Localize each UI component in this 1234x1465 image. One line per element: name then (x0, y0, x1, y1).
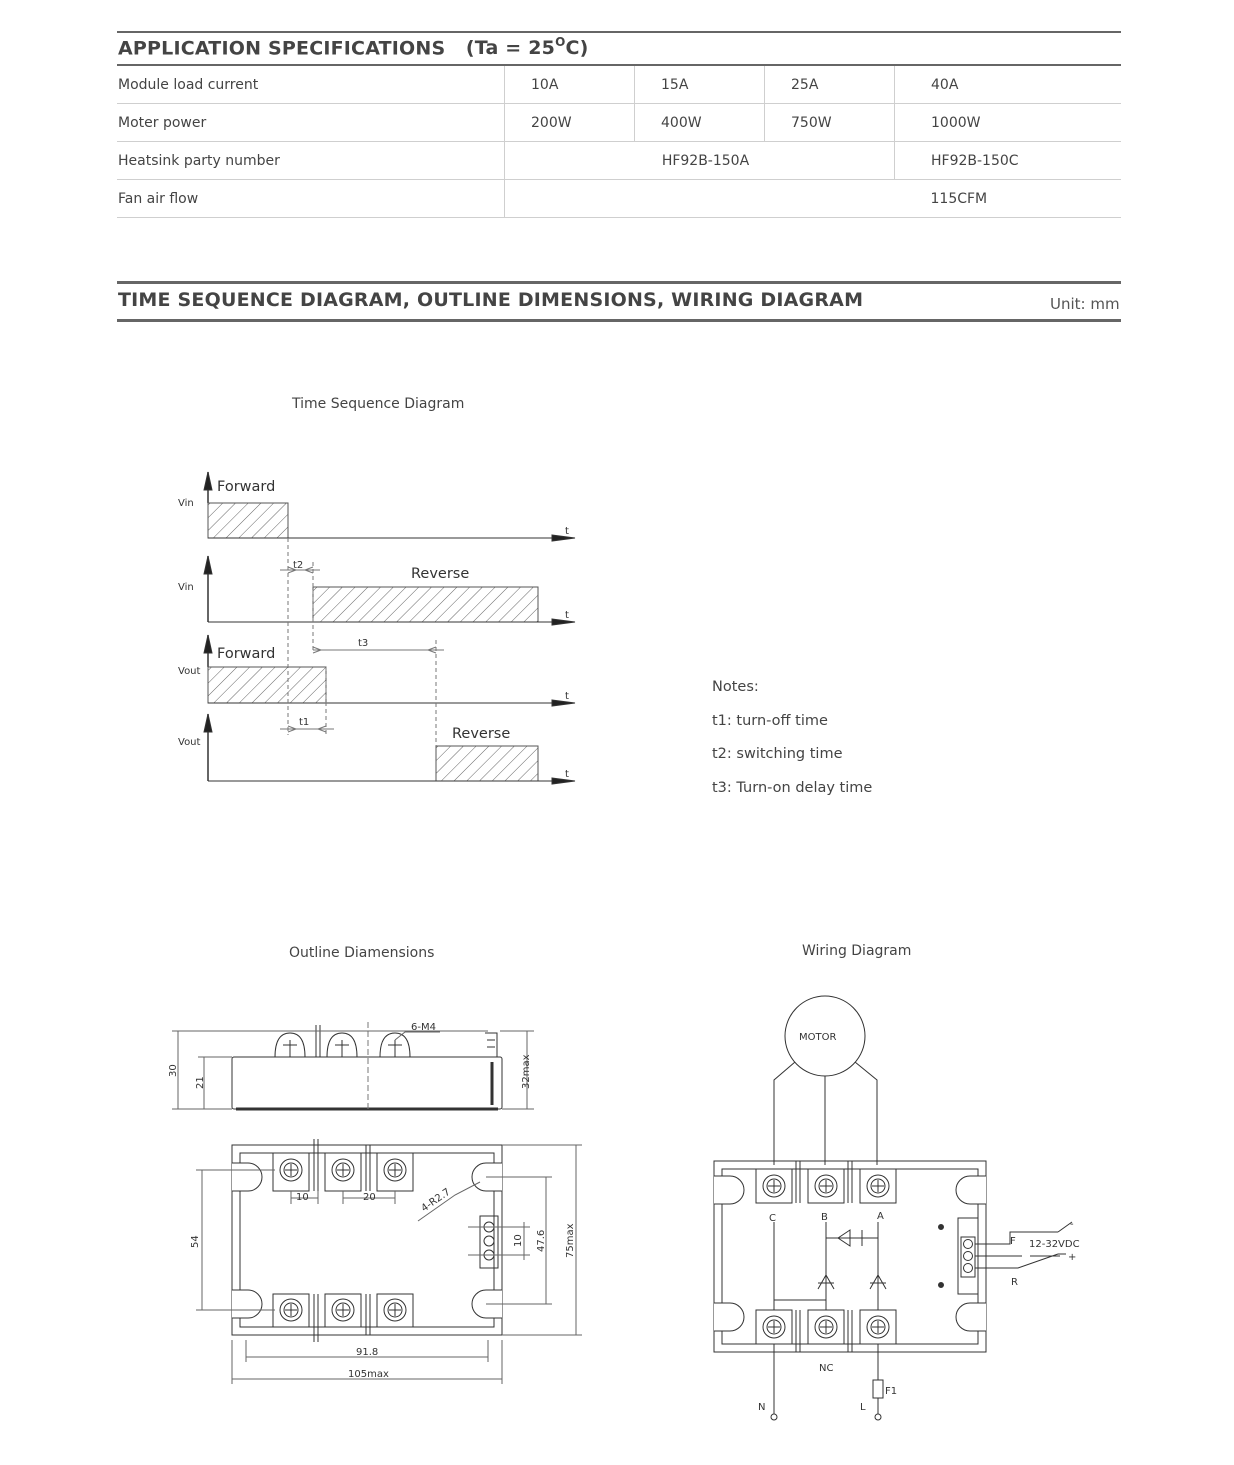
terminal-nc (808, 1310, 844, 1344)
dim-10-connector: 10 (513, 1234, 524, 1247)
motor-label: MOTOR (799, 1032, 837, 1043)
table-cell: 10A (505, 66, 635, 104)
label-a: A (877, 1211, 884, 1222)
terminal (273, 1153, 309, 1191)
vout-reverse-trace (204, 714, 575, 784)
label-nc: NC (819, 1363, 834, 1374)
fuse-symbol (873, 1380, 883, 1398)
table-cell: 1000W (895, 104, 1122, 142)
dim-6-m4: 6-M4 (411, 1022, 436, 1033)
time-sequence-diagram (204, 472, 575, 784)
label-vdc: 12-32VDC (1029, 1239, 1080, 1250)
app-spec-condition: $(Ta = 25^OC)$ (465, 35, 589, 60)
label-b: B (821, 1212, 828, 1223)
row-label: Module load current (117, 66, 505, 104)
dim-105max: 105max (348, 1369, 389, 1380)
terminal (325, 1153, 361, 1191)
label-f1: F1 (885, 1386, 898, 1397)
label-t: t (565, 610, 569, 621)
label-t: t (565, 769, 569, 780)
label-vin: Vin (178, 498, 194, 509)
label-forward: Forward (217, 479, 276, 495)
label-vout: Vout (178, 666, 201, 677)
app-spec-title-text: APPLICATION SPECIFICATIONS (118, 37, 446, 60)
terminal-l (860, 1310, 896, 1344)
table-cell: 200W (505, 104, 635, 142)
table-cell: 750W (765, 104, 895, 142)
outline-top-view (196, 1139, 582, 1384)
wiring-caption: Wiring Diagram (802, 943, 912, 959)
notes-title: Notes: (712, 679, 759, 695)
outline-caption: Outline Diamensions (289, 945, 435, 961)
row-label: Moter power (117, 104, 505, 142)
dim-10: 10 (296, 1192, 309, 1203)
outline-side-view (172, 1022, 534, 1109)
dim-75max: 75max (565, 1223, 576, 1258)
label-vin: Vin (178, 582, 194, 593)
dim-54: 54 (190, 1235, 201, 1248)
terminal-a (860, 1169, 896, 1203)
side-screw (327, 1033, 357, 1057)
wiring-diagram (714, 996, 1072, 1420)
terminal (377, 1153, 413, 1191)
terminal-n (756, 1310, 792, 1344)
terminal (325, 1294, 361, 1327)
outline-top-labels (190, 1187, 576, 1380)
label-t3: t3 (358, 638, 369, 649)
dim-30: 30 (168, 1064, 179, 1077)
label-reverse: Reverse (411, 566, 470, 582)
label-minus: - (1070, 1219, 1074, 1230)
note-item: t2: switching time (712, 746, 843, 762)
label-t2: t2 (293, 560, 304, 571)
label-c: C (769, 1213, 776, 1224)
dim-32max: 32max (521, 1054, 532, 1089)
label-t: t (565, 691, 569, 702)
outline-side-labels (168, 1022, 532, 1089)
label-forward: Forward (217, 646, 276, 662)
table-cell: HF92B-150A (505, 142, 895, 180)
table-cell: 400W (635, 104, 765, 142)
label-r: R (1011, 1277, 1018, 1288)
terminal (377, 1294, 413, 1327)
dim-47-6: 47.6 (536, 1229, 547, 1252)
side-screw (275, 1033, 305, 1057)
label-l: L (860, 1402, 866, 1413)
row-label: Heatsink party number (117, 142, 505, 180)
terminal-b (808, 1169, 844, 1203)
side-screw (380, 1033, 410, 1057)
table-cell: 15A (635, 66, 765, 104)
terminal (273, 1294, 309, 1327)
table-cell: 40A (895, 66, 1122, 104)
row-label: Fan air flow (117, 180, 505, 218)
note-item: t3: Turn-on delay time (712, 779, 873, 796)
label-f: F (1010, 1236, 1016, 1247)
unit-label: Unit: mm (1050, 295, 1120, 313)
dim-21: 21 (195, 1076, 206, 1089)
wiring-labels (758, 1032, 1080, 1413)
dim-20: 20 (363, 1192, 376, 1203)
dim-91-8: 91.8 (356, 1347, 379, 1358)
label-plus: + (1068, 1252, 1077, 1263)
label-reverse: Reverse (452, 726, 511, 742)
table-cell: 25A (765, 66, 895, 104)
label-t1: t1 (299, 717, 310, 728)
section2-title: TIME SEQUENCE DIAGRAM, OUTLINE DIMENSIONS, WIRING DIAGRAM (118, 289, 864, 311)
note-item: t1: turn-off time (712, 712, 828, 729)
label-n: N (758, 1402, 766, 1413)
terminal-c (756, 1169, 792, 1203)
control-connector (480, 1216, 498, 1268)
table-cell: 115CFM (895, 180, 1122, 218)
table-cell: HF92B-150C (895, 142, 1122, 180)
label-vout: Vout (178, 737, 201, 748)
dim-r27: 4-R2.7 (419, 1186, 453, 1215)
vin-reverse-trace (204, 556, 575, 625)
time-sequence-caption: Time Sequence Diagram (292, 396, 465, 412)
label-t: t (565, 526, 569, 537)
